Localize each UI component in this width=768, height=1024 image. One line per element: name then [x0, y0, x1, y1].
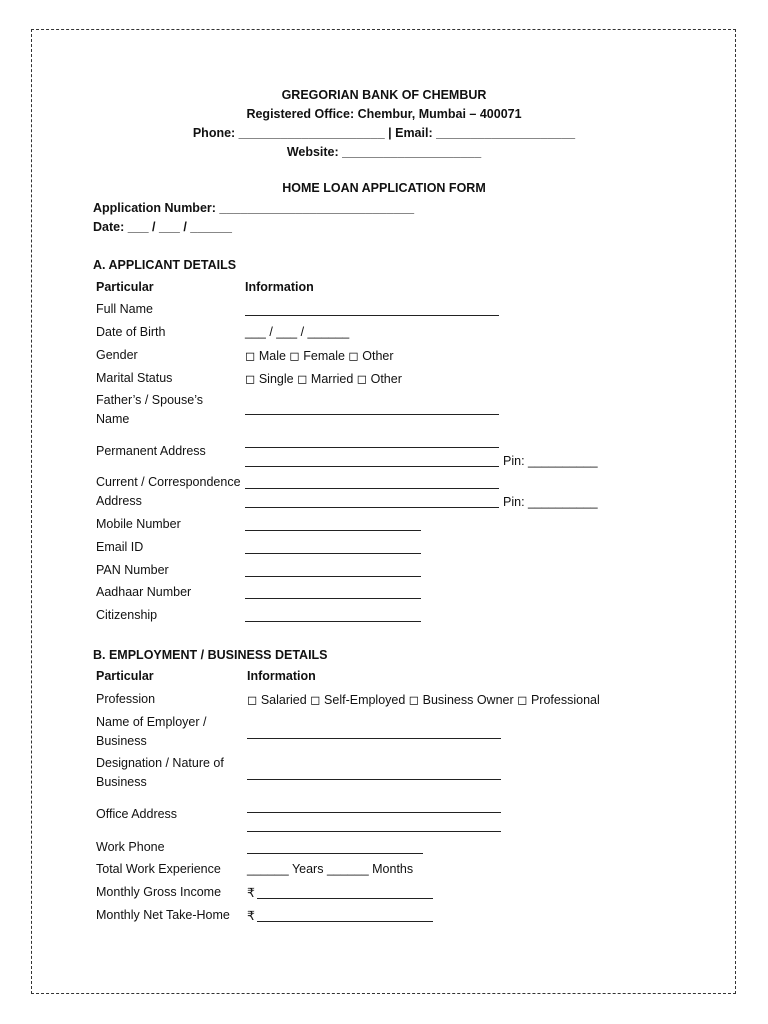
- label-father-spouse: Father’s / Spouse’s Name: [96, 393, 204, 426]
- gross-income-field[interactable]: [257, 898, 433, 899]
- permanent-pin-field[interactable]: Pin: __________: [503, 454, 598, 468]
- label-net-income: Monthly Net Take-Home: [96, 908, 230, 922]
- gender-options[interactable]: ◻ Male ◻ Female ◻ Other: [245, 349, 394, 363]
- section-b-col-information: Information: [247, 669, 316, 683]
- pan-field[interactable]: [245, 576, 421, 577]
- aadhaar-field[interactable]: [245, 598, 421, 599]
- office-address-line-1[interactable]: [247, 812, 501, 813]
- application-date: Date: ___ / ___ / ______: [93, 220, 232, 234]
- designation-field[interactable]: [247, 779, 501, 780]
- citizenship-field[interactable]: [245, 621, 421, 622]
- label-office-address: Office Address: [96, 807, 178, 821]
- label-designation: Designation / Nature of Business: [96, 756, 224, 789]
- work-phone-field[interactable]: [247, 853, 423, 854]
- employer-field[interactable]: [247, 738, 501, 739]
- current-address-line-1[interactable]: [245, 488, 499, 489]
- label-work-phone: Work Phone: [96, 840, 165, 854]
- label-experience: Total Work Experience: [96, 862, 221, 876]
- section-b-col-particular: Particular: [96, 669, 154, 683]
- bank-name: GREGORIAN BANK OF CHEMBUR: [281, 88, 487, 102]
- rupee-icon: ₹: [247, 886, 255, 900]
- label-profession: Profession: [96, 692, 156, 706]
- application-number: Application Number: ____________________________: [93, 201, 415, 215]
- label-current-address: Current / Correspondence Address: [96, 475, 241, 508]
- father-spouse-field[interactable]: [245, 414, 499, 415]
- rupee-icon: ₹: [247, 909, 255, 923]
- registered-office: Registered Office: Chembur, Mumbai – 400071: [246, 107, 522, 121]
- permanent-address-line-2[interactable]: [245, 466, 499, 467]
- permanent-address-line-1[interactable]: [245, 447, 499, 448]
- label-employer: Name of Employer / Business: [96, 715, 207, 748]
- net-income-field[interactable]: [257, 921, 433, 922]
- label-gross-income: Monthly Gross Income: [96, 885, 222, 899]
- section-a-col-particular: Particular: [96, 280, 154, 294]
- form-title: HOME LOAN APPLICATION FORM: [282, 181, 486, 195]
- full-name-field[interactable]: [245, 315, 499, 316]
- dob-field[interactable]: ___ / ___ / ______: [245, 325, 350, 339]
- section-a-col-information: Information: [245, 280, 314, 294]
- label-dob: Date of Birth: [96, 325, 166, 339]
- label-permanent-address: Permanent Address: [96, 444, 206, 458]
- label-pan: PAN Number: [96, 563, 169, 577]
- label-citizenship: Citizenship: [96, 608, 158, 622]
- current-pin-field[interactable]: Pin: __________: [503, 495, 598, 509]
- email-field[interactable]: [245, 553, 421, 554]
- label-marital-status: Marital Status: [96, 371, 173, 385]
- mobile-field[interactable]: [245, 530, 421, 531]
- marital-options[interactable]: ◻ Single ◻ Married ◻ Other: [245, 372, 402, 386]
- label-gender: Gender: [96, 348, 138, 362]
- label-mobile: Mobile Number: [96, 517, 181, 531]
- office-address-line-2[interactable]: [247, 831, 501, 832]
- label-aadhaar: Aadhaar Number: [96, 585, 192, 599]
- label-full-name: Full Name: [96, 302, 153, 316]
- profession-options[interactable]: ◻ Salaried ◻ Self-Employed ◻ Business Owner ◻ Professional: [247, 693, 600, 707]
- website-line: Website: ____________________: [286, 145, 482, 159]
- section-a-title: A. APPLICANT DETAILS: [93, 258, 237, 272]
- section-b-title: B. EMPLOYMENT / BUSINESS DETAILS: [93, 648, 328, 662]
- experience-field[interactable]: ______ Years ______ Months: [247, 862, 414, 876]
- contact-line: Phone: _____________________ | Email: ____________________: [192, 126, 576, 140]
- label-email: Email ID: [96, 540, 144, 554]
- current-address-line-2[interactable]: [245, 507, 499, 508]
